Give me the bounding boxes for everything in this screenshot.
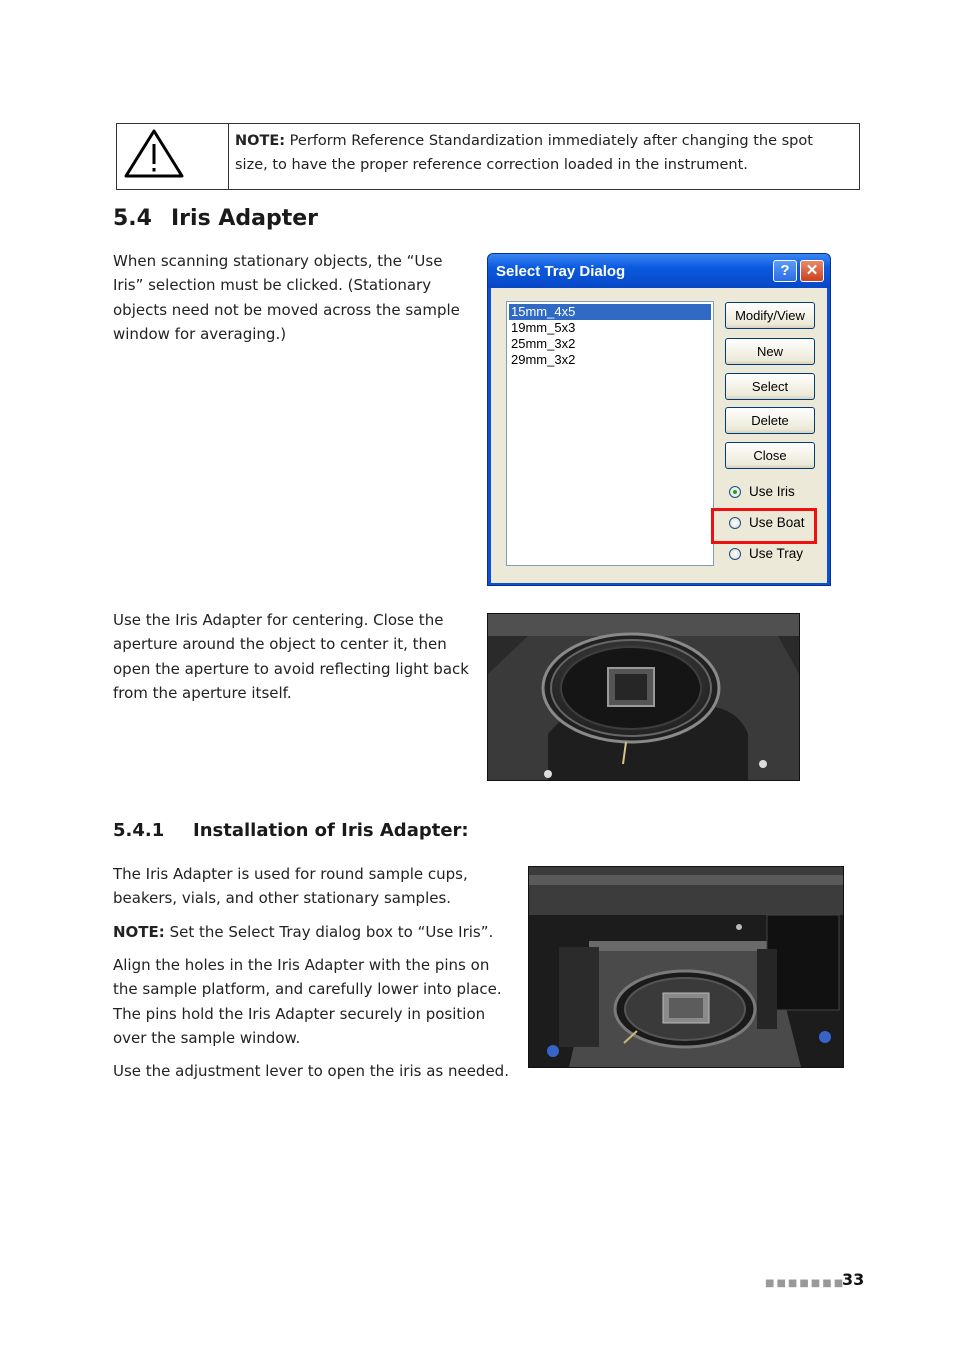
warning-icon — [117, 124, 228, 189]
section-number: 5.4 — [113, 206, 152, 231]
note-body: Perform Reference Standardization immediately after changing the spot size, to have the proper reference correction loaded in the instrument. — [235, 133, 813, 173]
install-paragraph-1: The Iris Adapter is used for round sample cups, beakers, vials, and other stationary samples. — [113, 865, 468, 908]
radio-label: Use Iris — [749, 484, 795, 499]
tray-list-item[interactable]: 29mm_3x2 — [511, 352, 576, 367]
install-note — [113, 920, 503, 944]
tray-list-item[interactable]: 25mm_3x2 — [511, 336, 576, 351]
install-paragraph-3: Use the adjustment lever to open the iris as needed. — [113, 1062, 509, 1080]
dialog-title: Select Tray Dialog — [496, 263, 626, 280]
note-label: NOTE: — [235, 133, 286, 149]
footer-dots: ■■■■■■■ — [765, 1278, 846, 1289]
new-button[interactable]: New — [725, 338, 815, 365]
delete-button[interactable]: Delete — [725, 407, 815, 434]
select-tray-dialog — [487, 253, 831, 586]
radio-label: Use Tray — [749, 546, 804, 561]
tray-listbox[interactable] — [506, 301, 714, 566]
centering-paragraph: Use the Iris Adapter for centering. Close the aperture around the object to center it, then open the aperture to avoid reflecting light back from the aperture itself. — [113, 611, 469, 702]
radio-checked-icon — [729, 486, 741, 498]
install-note-text: Set the Select Tray dialog box to “Use Iris”. — [164, 923, 494, 941]
installed-iris-adapter-photo — [528, 866, 844, 1068]
section-heading — [113, 206, 318, 231]
install-paragraph-2: Align the holes in the Iris Adapter with the pins on the sample platform, and carefully lower into place. The pins hold the Iris Adapter securely in position over the sample window. — [113, 956, 502, 1047]
dialog-titlebar — [488, 254, 830, 288]
page-number: 33 — [842, 1270, 865, 1289]
subsection-title: Installation of Iris Adapter: — [193, 820, 469, 841]
radio-label: Use Boat — [749, 515, 805, 530]
iris-adapter-photo — [487, 613, 800, 781]
intro-paragraph: When scanning stationary objects, the “Use Iris” selection must be clicked. (Stationary objects need not be moved across the sample window for averaging.) — [113, 252, 460, 343]
radio-unchecked-icon — [729, 548, 741, 560]
select-button[interactable]: Select — [725, 373, 815, 400]
subsection-number: 5.4.1 — [113, 820, 165, 841]
modify-view-button[interactable]: Modify/View — [725, 302, 815, 329]
note-icon-cell — [117, 124, 229, 189]
use-iris-highlight — [711, 508, 817, 544]
tray-list-item[interactable]: 19mm_5x3 — [511, 320, 576, 335]
close-button[interactable]: Close — [725, 442, 815, 469]
note-text — [235, 129, 845, 177]
install-note-label: NOTE: — [113, 923, 165, 941]
dialog-client-area — [491, 288, 827, 583]
help-button[interactable]: ? — [773, 260, 797, 282]
close-window-button[interactable]: ✕ — [800, 260, 824, 282]
section-title: Iris Adapter — [171, 206, 318, 231]
subsection-heading — [113, 820, 469, 841]
note-box — [116, 123, 860, 190]
tray-list-item[interactable]: 15mm_4x5 — [509, 304, 711, 320]
